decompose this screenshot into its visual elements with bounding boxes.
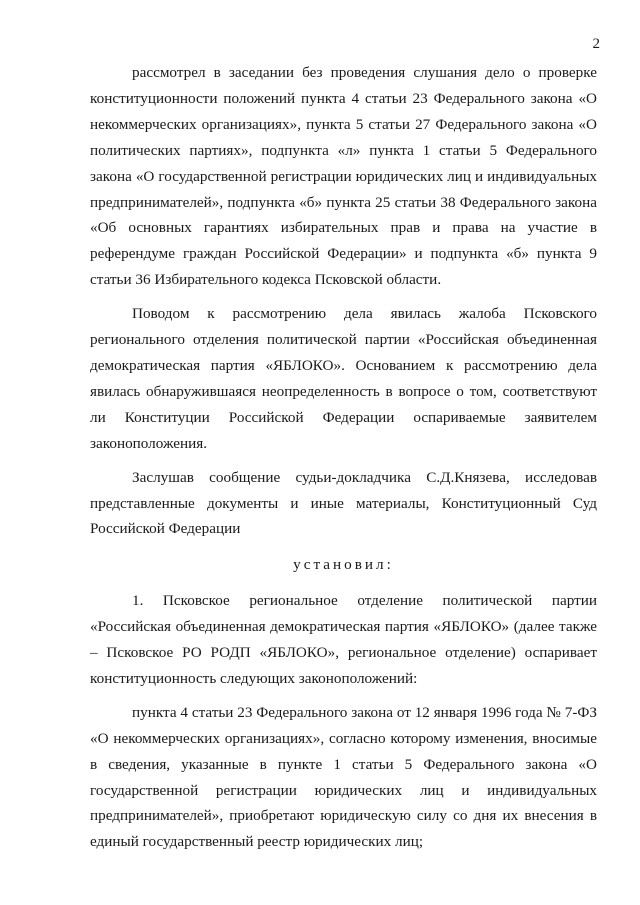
paragraph-item-1: 1. Псковское региональное отделение политической партии «Российская объединенная демократическая партия «ЯБЛОКО» (далее также – Псковское РО РОДП «ЯБЛОКО», региональное отделение) оспаривает конституционность следующих законоположений: — [90, 592, 597, 687]
page-number: 2 — [592, 36, 600, 52]
document-body — [90, 60, 597, 857]
paragraph-provision: пункта 4 статьи 23 Федерального закона от 12 января 1996 года № 7-ФЗ «О некоммерческих организациях», согласно которому изменения, вносимые в сведения, указанные в пункте 1 статьи 5 Федерального закона «О государственной регистрации юридических лиц и индивидуальных предпринимателей», приобретают юридическую силу со дня их внесения в единый государственный реестр юридических лиц; — [90, 703, 597, 851]
paragraph-hearing: Заслушав сообщение судьи-докладчика С.Д.Князева, исследовав представленные документы и иные материалы, Конституционный Суд Российской Федерации — [90, 468, 597, 538]
section-heading: установил: — [293, 556, 394, 574]
paragraph-grounds: Поводом к рассмотрению дела явилась жалоба Псковского регионального отделения политической партии «Российская объединенная демократическая партия «ЯБЛОКО». Основанием к рассмотрению дела явилась обнаружившаяся неопределенность в вопросе о том, соответствуют ли Конституции Российской Федерации оспариваемые заявителем законоположения. — [90, 305, 597, 452]
paragraph-case-subject: рассмотрел в заседании без проведения слушания дело о проверке конституционности положений пункта 4 статьи 23 Федерального закона «О некоммерческих организациях», пункта 5 статьи 27 Федерального закона «О политических партиях», подпункта «л» пункта 1 статьи 5 Федерального закона «О государственной регистрации юридических лиц и индивидуальных предпринимателей», подпункта «б» пункта 25 статьи 38 Федерального закона «Об основных гарантиях избирательных прав и права на участие в референдуме граждан Российской Федерации» и подпункта «б» пункта 9 статьи 36 Избирательного кодекса Псковской области. — [90, 64, 597, 289]
